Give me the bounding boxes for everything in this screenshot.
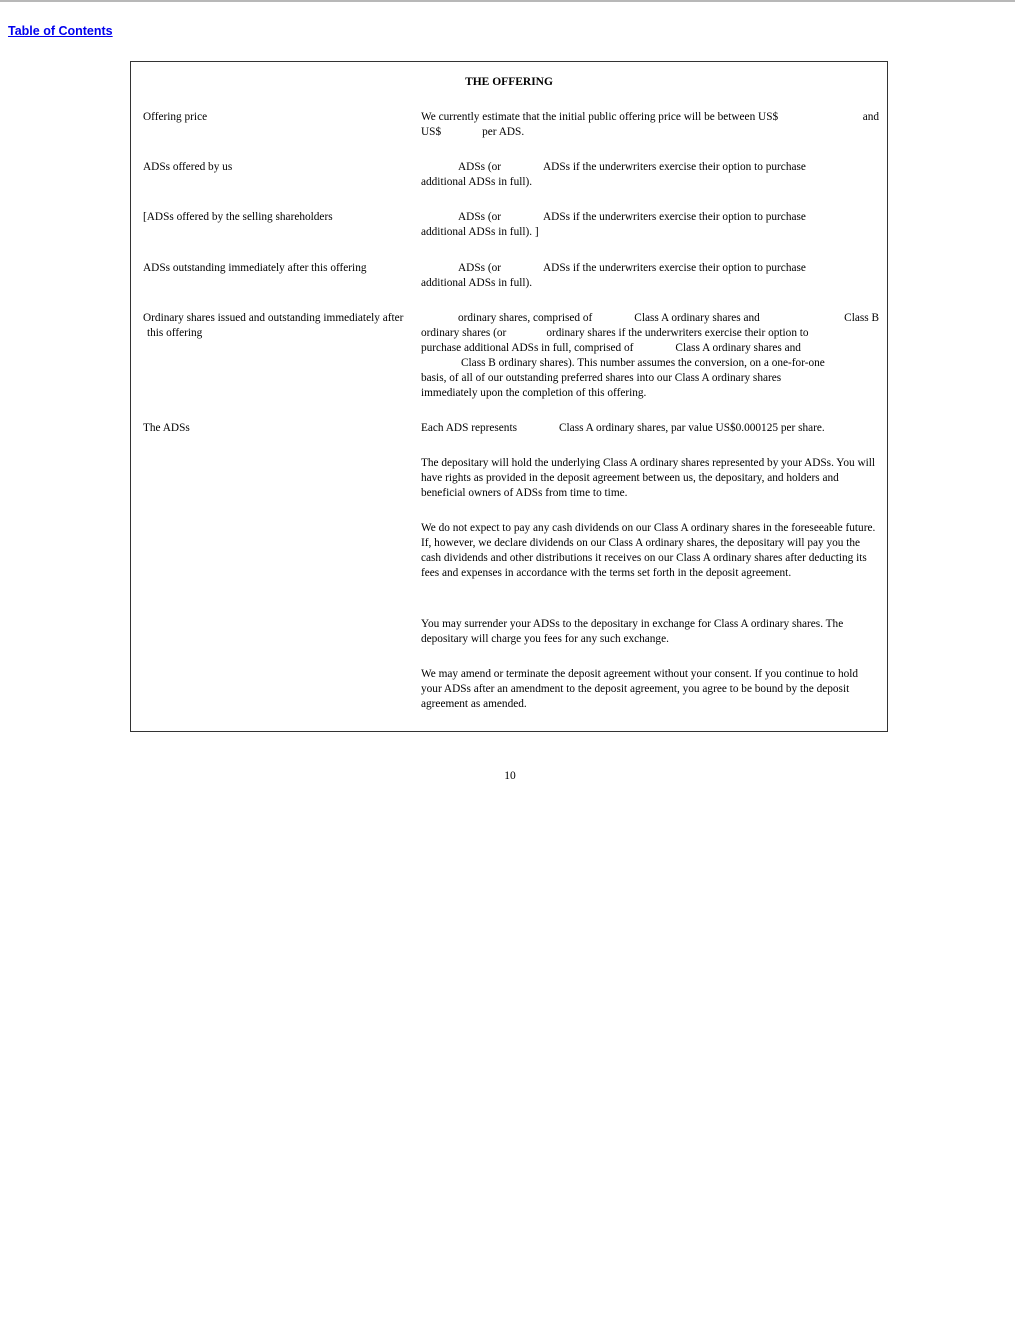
text-fragment: ADSs if the underwriters exercise their option to purchase bbox=[543, 211, 806, 223]
table-of-contents-link[interactable]: Table of Contents bbox=[8, 24, 113, 38]
text-fragment: purchase additional ADSs in full, comprised of bbox=[421, 342, 634, 354]
row-label-ordinary-shares-outstanding: Ordinary shares issued and outstanding immediately after this offering bbox=[143, 312, 404, 339]
row-value-adss-offered-by-selling-shareholders bbox=[421, 210, 879, 240]
text-fragment: Class B bbox=[844, 312, 879, 324]
text-fragment: Class A ordinary shares and bbox=[675, 342, 801, 354]
text-fragment: US$ bbox=[421, 126, 442, 138]
text-fragment: ADSs if the underwriters exercise their option to purchase bbox=[543, 262, 806, 274]
row-label-the-adss: The ADSs bbox=[143, 422, 190, 434]
row-value-adss-offered-by-us bbox=[421, 160, 879, 190]
text-fragment: ordinary shares (or bbox=[421, 327, 507, 339]
text-fragment: We currently estimate that the initial public offering price will be between US$ bbox=[421, 111, 779, 123]
adss-paragraph-amend-terminate: We may amend or terminate the deposit agreement without your consent. If you continue to hold your ADSs after an amendment to the deposit agreement, you agree to be bound by the deposit agreement as amended. bbox=[421, 668, 859, 710]
text-fragment: ADSs (or bbox=[458, 211, 501, 223]
top-rule bbox=[0, 0, 1015, 2]
text-fragment: per ADS. bbox=[482, 126, 525, 138]
adss-paragraph-depositary-holding: The depositary will hold the underlying Class A ordinary shares represented by your ADSs. You will have rights as provided in the deposit agreement between us, the depositary, and holders and beneficial owners of ADSs from time to time. bbox=[421, 457, 876, 499]
row-value-the-adss bbox=[421, 421, 879, 436]
text-fragment: additional ADSs in full). bbox=[421, 277, 533, 289]
adss-paragraph-surrender: You may surrender your ADSs to the depositary in exchange for Class A ordinary shares. The depositary will charge you fees for any such exchange. bbox=[421, 618, 844, 645]
text-fragment: Class A ordinary shares, par value US$0.000125 per share. bbox=[559, 422, 825, 434]
text-fragment: immediately upon the completion of this offering. bbox=[421, 387, 647, 399]
row-label-offering-price: Offering price bbox=[143, 111, 208, 123]
text-fragment: and bbox=[862, 111, 879, 123]
text-fragment: additional ADSs in full). ] bbox=[421, 226, 539, 238]
text-fragment: ordinary shares, comprised of bbox=[458, 312, 593, 324]
text-fragment: Class B ordinary shares). This number assumes the conversion, on a one-for-one bbox=[461, 357, 825, 369]
text-fragment: ordinary shares if the underwriters exercise their option to bbox=[546, 327, 809, 339]
text-fragment: basis, of all of our outstanding preferred shares into our Class A ordinary shares bbox=[421, 372, 782, 384]
text-fragment: ADSs if the underwriters exercise their option to purchase bbox=[543, 161, 806, 173]
section-title: THE OFFERING bbox=[465, 76, 553, 88]
text-fragment: additional ADSs in full). bbox=[421, 176, 533, 188]
page-number: 10 bbox=[504, 770, 516, 782]
row-label-adss-outstanding: ADSs outstanding immediately after this offering bbox=[143, 262, 367, 274]
text-fragment: Each ADS represents bbox=[421, 422, 517, 434]
text-fragment: Class A ordinary shares and bbox=[634, 312, 760, 324]
row-label-adss-offered-by-selling-shareholders: [ADSs offered by the selling shareholders bbox=[143, 211, 333, 223]
row-value-offering-price bbox=[421, 110, 879, 140]
text-fragment: ADSs (or bbox=[458, 262, 501, 274]
row-value-adss-outstanding bbox=[421, 261, 879, 291]
text-fragment: ADSs (or bbox=[458, 161, 501, 173]
offering-summary-box bbox=[130, 61, 888, 732]
row-label-adss-offered-by-us: ADSs offered by us bbox=[143, 161, 233, 173]
row-value-ordinary-shares-outstanding bbox=[421, 311, 879, 401]
adss-paragraph-dividends: We do not expect to pay any cash dividends on our Class A ordinary shares in the foreseeable future. If, however, we declare dividends on our Class A ordinary shares, the depositary will pay you the cash dividends and other distributions it receives on our Class A ordinary shares after deducting its fees and expenses in accordance with the terms set forth in the deposit agreement. bbox=[421, 522, 876, 579]
